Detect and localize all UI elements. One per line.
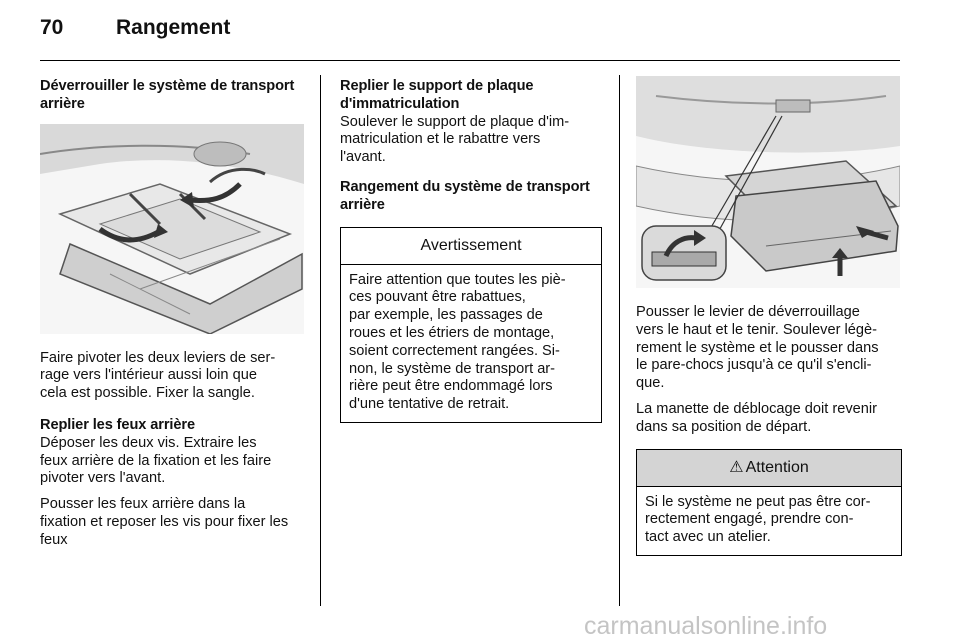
paragraph-release-handle: La manette de déblocage doit revenir dans sa position de départ. — [636, 400, 877, 435]
section-heading-plate-holder: Replier le support de plaque d'immatriculation — [340, 78, 534, 112]
header-divider — [40, 60, 900, 61]
page-number: 70 — [40, 16, 64, 39]
paragraph-push-lever: Pousser le levier de déverrouillage vers le haut et le tenir. Soulever légè- rement le système et le pousser dans le pare-chocs jusqu'à ce qu'il s'encli- que. — [636, 304, 879, 392]
section-heading-fold-lights: Replier les feux arrière — [40, 416, 195, 433]
attention-box — [636, 449, 902, 556]
paragraph-rotate-levers: Faire pivoter les deux leviers de ser- rage vers l'intérieur aussi loin que cela est possible. Fixer la sangle. — [40, 349, 276, 402]
warning-box — [340, 227, 602, 423]
column-divider-left — [320, 75, 321, 606]
warning-box-title: Avertissement — [341, 228, 601, 265]
left-column — [40, 78, 306, 558]
warning-triangle-icon: ⚠ — [729, 458, 744, 476]
right-column — [636, 76, 902, 556]
column-divider-right — [619, 75, 620, 606]
section-heading-unlock: Déverrouiller le système de transport arrière — [40, 78, 295, 112]
paragraph-lift-plate: Soulever le support de plaque d'im- matriculation et le rabattre vers l'avant. — [340, 113, 570, 166]
watermark: carmanualsonline.info — [584, 612, 828, 640]
attention-box-title: ⚠ Attention — [637, 450, 901, 487]
paragraph-push-lights: Pousser les feux arrière dans la fixation et reposer les vis pour fixer les feux — [40, 496, 289, 548]
page-title: Rangement — [116, 16, 231, 39]
paragraph-remove-screws: Déposer les deux vis. Extraire les feux arrière de la fixation et les faire pivoter vers l'avant. — [40, 434, 272, 487]
bumper-storage-illustration — [636, 76, 900, 288]
warning-box-text: Faire attention que toutes les piè- ces pouvant être rabattues, par exemple, les passages de roues et les étriers de montage, soient correctement rangées. Si- non, le système de transport ar- rière peut être endommagé lors d'une tentative de retrait. — [349, 271, 566, 413]
attention-box-text: Si le système ne peut pas être cor- rectement engagé, prendre con- tact avec un atelier. — [645, 493, 871, 546]
middle-column — [340, 78, 602, 423]
section-heading-storage: Rangement du système de transport arrière — [340, 178, 590, 213]
carrier-unlock-illustration — [40, 124, 304, 334]
